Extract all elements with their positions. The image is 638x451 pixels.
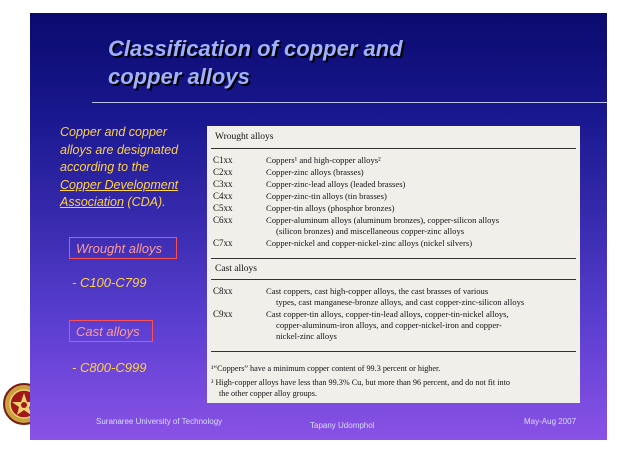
wrought-range: - C100-C799 [72,275,147,290]
cast-alloys-box: Cast alloys [69,320,153,342]
alloy-desc: Copper-nickel and copper-nickel-zinc alloys (nickel silvers) [266,238,473,248]
alloy-code: C8xx [213,286,233,296]
alloy-desc: Copper-aluminum alloys (aluminum bronzes), copper-silicon alloys [266,215,500,225]
table-rule [211,258,576,259]
alloy-code: C5xx [213,203,233,213]
slide-title [108,35,578,91]
intro-line: Copper and copper [60,125,168,139]
footnote-1: ¹“Coppers” have a minimum copper content of 99.3 percent or higher. [211,364,441,373]
alloy-desc: Cast copper-tin alloys, copper-tin-lead alloys, copper-tin-nickel alloys, [266,309,509,319]
wrought-alloys-box: Wrought alloys [69,237,177,259]
alloy-code: C7xx [213,238,233,248]
wrought-header: Wrought alloys [215,132,274,142]
alloy-desc: Copper-zinc-lead alloys (leaded brasses) [266,179,406,189]
title-divider [92,102,607,103]
alloy-code: C6xx [213,215,233,225]
footer-author: Tapany Udomphol [310,421,375,430]
cda-link[interactable]: Copper Development [60,177,179,192]
table-rule [211,148,576,149]
title-line-2: copper alloys [108,64,250,89]
alloy-desc: Copper-zinc alloys (brasses) [266,167,364,177]
intro-line: alloys are designated [60,142,179,157]
table-rule [211,279,576,280]
alloy-code: C4xx [213,191,233,201]
table-rule [211,351,576,352]
alloy-desc: Copper-zinc-tin alloys (tin brasses) [266,191,387,201]
intro-tail: (CDA). [123,195,166,209]
alloy-desc: (silicon bronzes) and miscellaneous copper-zinc alloys [276,226,465,236]
alloy-desc: copper-aluminum-iron alloys, and copper-nickel-iron and copper- [276,320,502,330]
alloy-desc: nickel-zinc alloys [276,331,337,341]
cast-range: - C800-C999 [72,360,147,375]
footer-date: May-Aug 2007 [524,417,577,426]
alloy-desc: types, cast manganese-bronze alloys, and cast copper-zinc-silicon alloys [276,297,525,307]
footer [30,415,607,437]
alloy-desc: Coppers¹ and high-copper alloys² [266,155,381,165]
alloy-code: C1xx [213,155,233,165]
alloy-table [207,126,580,403]
cda-link-2[interactable]: Association [60,195,124,209]
alloy-desc: Copper-tin alloys (phosphor bronzes) [266,203,395,213]
footnote-2-cont: the other copper alloy groups. [219,389,317,398]
intro-line: according to the [60,160,149,174]
alloy-code: C3xx [213,179,233,189]
title-line-1: Classification of copper and [108,36,403,61]
alloy-code: C9xx [213,309,233,319]
cast-header: Cast alloys [215,264,257,274]
alloy-desc: Cast coppers, cast high-copper alloys, the cast brasses of various [266,286,489,296]
alloy-code: C2xx [213,167,233,177]
footer-university: Suranaree University of Technology [96,417,223,426]
footnote-2: ² High-copper alloys have less than 99.3% Cu, but more than 96 percent, and do not fit into [211,378,510,387]
slide [30,13,607,440]
